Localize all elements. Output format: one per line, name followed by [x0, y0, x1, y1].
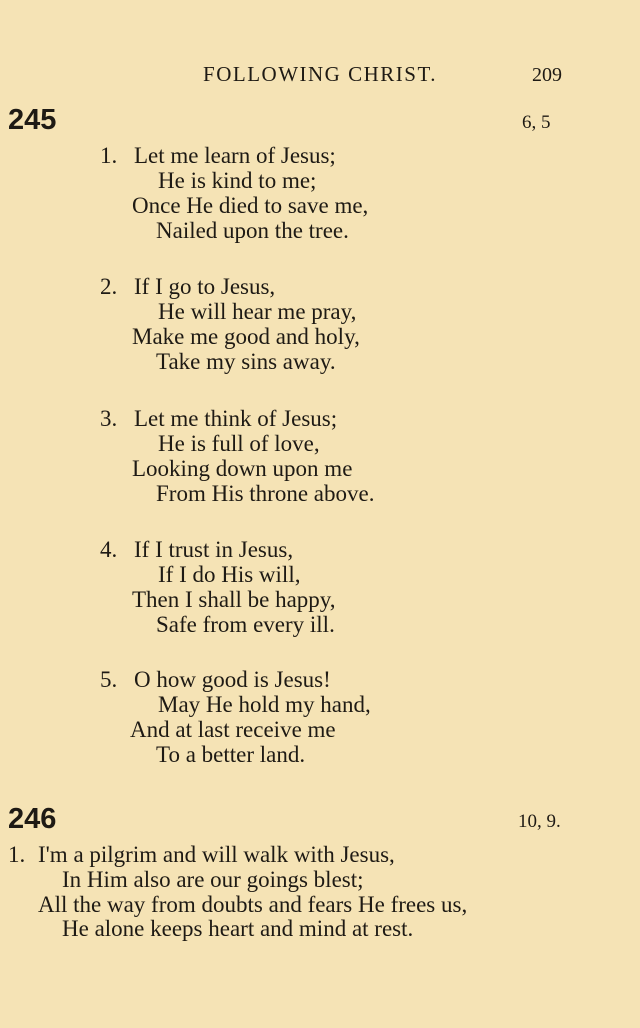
- hymn-line: He is kind to me;: [158, 168, 317, 193]
- page-number: 209: [532, 64, 562, 86]
- stanza-number: 5.: [100, 667, 118, 692]
- hymn-line: To a better land.: [156, 742, 306, 767]
- hymn-line: Then I shall be happy,: [132, 587, 336, 612]
- hymn-line: Nailed upon the tree.: [156, 218, 349, 243]
- hymn-line: Once He died to save me,: [132, 193, 369, 218]
- hymn-line: Make me good and holy,: [132, 324, 360, 349]
- stanza-number: 4.: [100, 537, 118, 562]
- hymn-number: 246: [8, 803, 57, 835]
- hymn-line: And at last receive me: [130, 717, 336, 742]
- hymn-line: He is full of love,: [158, 431, 320, 456]
- hymn-line: In Him also are our goings blest;: [62, 867, 364, 892]
- hymn-meter: 10, 9.: [518, 811, 561, 832]
- hymn-line: He will hear me pray,: [158, 299, 357, 324]
- hymn-line: O how good is Jesus!: [134, 667, 331, 692]
- hymn-line: From His throne above.: [156, 481, 375, 506]
- hymn-line: Let me learn of Jesus;: [134, 143, 336, 168]
- hymn-line: Safe from every ill.: [156, 612, 335, 637]
- hymn-line: Take my sins away.: [156, 349, 336, 374]
- hymn-line: Looking down upon me: [132, 456, 353, 481]
- hymn-line: All the way from doubts and fears He frees us,: [38, 892, 468, 917]
- hymn-line: He alone keeps heart and mind at rest.: [62, 916, 414, 941]
- hymn-line: May He hold my hand,: [158, 692, 371, 717]
- stanza-number: 3.: [100, 406, 118, 431]
- stanza-number: 1.: [8, 842, 26, 867]
- hymn-line: I'm a pilgrim and will walk with Jesus,: [38, 842, 395, 867]
- hymn-line: If I do His will,: [158, 562, 301, 587]
- running-header: FOLLOWING CHRIST.: [203, 62, 437, 86]
- hymn-line: If I go to Jesus,: [134, 274, 276, 299]
- hymn-line: If I trust in Jesus,: [134, 537, 294, 562]
- hymn-number: 245: [8, 104, 57, 136]
- stanza-number: 2.: [100, 274, 118, 299]
- hymn-meter: 6, 5: [522, 112, 551, 133]
- stanza-number: 1.: [100, 143, 118, 168]
- hymn-line: Let me think of Jesus;: [134, 406, 338, 431]
